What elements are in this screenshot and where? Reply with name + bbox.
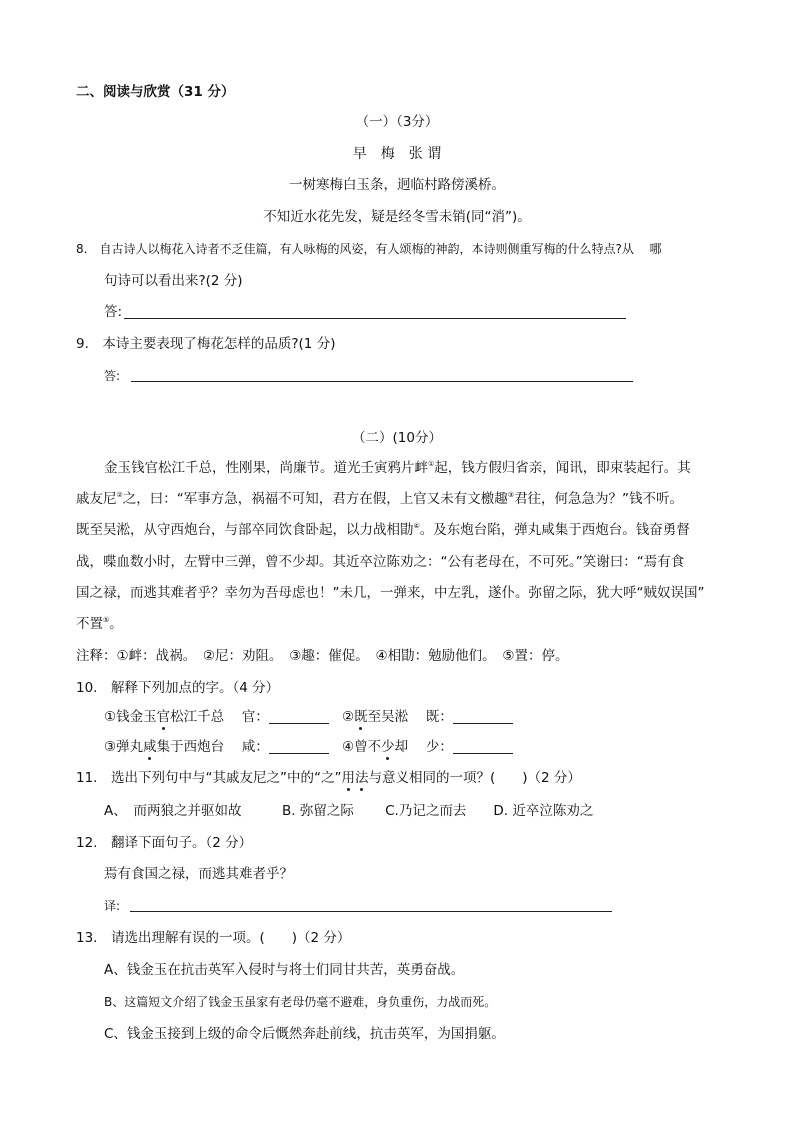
passage-line-1: 金玉钱官松江千总，性刚果，尚廉节。道光壬寅鸦片衅①起，钱方假归省亲，闻讯，即束装起行。其	[104, 460, 691, 476]
q13-option-b: B、这篇短文介绍了钱金玉虽家有老母仍毫不避难，身负重伤，力战而死。	[104, 995, 497, 1009]
q8-text-line1: 8. 自古诗人以梅花入诗者不乏佳篇，有人咏梅的风姿，有人颂梅的神韵，本诗则侧重写梅的什么特点?从 哪	[76, 242, 662, 256]
passage-line-4: 战，喋血数小时，左臂中三弹，曾不少却。其近卒泣陈劝之：“公有老母在，不可死。”笑谢曰：“焉有食	[76, 554, 685, 570]
poem-line-2: 不知近水花先发，疑是经冬雪未销(同“消”)。	[263, 209, 531, 225]
passage-notes: 注释：①衅：战祸。 ②尼：劝阻。 ③趣：催促。 ④相勖：勉励他们。 ⑤置：停。	[76, 648, 569, 664]
q10-item-4: ④曾不少却 少：	[342, 738, 513, 756]
q10-blank-3[interactable]	[269, 739, 329, 754]
q10-blank-4[interactable]	[453, 739, 513, 754]
poem-title: 早 梅 张 谓	[352, 146, 442, 162]
part2-title: （二）(10分）	[352, 430, 442, 446]
q10-item-2: ②既至吴淞 既：	[342, 708, 513, 726]
q10-text: 10. 解释下列加点的字。（4 分）	[76, 680, 280, 696]
passage-line-6: 不置⑤。	[76, 616, 123, 632]
q12-answer-line[interactable]	[130, 911, 612, 912]
q8-answer-line[interactable]	[124, 318, 626, 319]
q12-text: 12. 翻译下面句子。（2 分）	[76, 835, 253, 851]
q8-text-line2: 句诗可以看出来?(2 分)	[104, 273, 243, 289]
q9-answer-label: 答:	[104, 369, 121, 383]
q13-text: 13. 请选出理解有误的一项。( )（2 分）	[76, 930, 351, 946]
poem-line-1: 一树寒梅白玉条，迥临村路傍溪桥。	[289, 177, 505, 193]
q13-option-a: A、钱金玉在抗击英军入侵时与将士们同甘共苦，英勇奋战。	[104, 962, 465, 978]
q9-answer-line[interactable]	[131, 381, 633, 382]
q11-options: A、 而两狼之并驱如故 B. 弥留之际 C.乃记之而去 D. 近卒泣陈劝之	[104, 803, 594, 819]
passage-line-2: 戚友尼②之，曰：“军事方急，祸福不可知，君方在假，上官又未有文檄趣③君往，何急急为？”钱不听。	[76, 491, 684, 507]
q12-answer-label: 译:	[104, 899, 121, 913]
q11-text: 11. 选出下列句中与“其戚友尼之”中的“之”用法与意义相同的一项？( )（2 分）	[76, 770, 581, 786]
q10-item-3: ③弹丸咸集于西炮台 咸：	[104, 738, 329, 756]
q13-option-c: C、钱金玉接到上级的命令后慨然奔赴前线，抗击英军，为国捐躯。	[104, 1026, 505, 1042]
part1-title: （一）（3分）	[355, 114, 439, 130]
section-heading: 二、阅读与欣赏（31 分）	[76, 84, 235, 100]
q10-item-1: ①钱金玉官松江千总 官：	[104, 708, 329, 726]
q10-blank-1[interactable]	[269, 709, 329, 724]
q9-text: 9. 本诗主要表现了梅花怎样的品质?(1 分)	[76, 336, 336, 352]
q8-answer-label: 答:	[104, 304, 123, 320]
q12-sentence: 焉有食国之禄，而逃其难者乎？	[104, 866, 293, 882]
q10-blank-2[interactable]	[453, 709, 513, 724]
passage-line-5: 国之禄，而逃其难者乎？幸勿为吾母虑也！”未几，一弹来，中左乳，遂仆。弥留之际，犹大呼“贼奴误国”	[76, 585, 705, 601]
passage-line-3: 既至吴淞，从守西炮台，与部卒同饮食卧起，以力战相勖④。及东炮台陷，弹丸咸集于西炮台。钱奋勇督	[76, 522, 690, 538]
